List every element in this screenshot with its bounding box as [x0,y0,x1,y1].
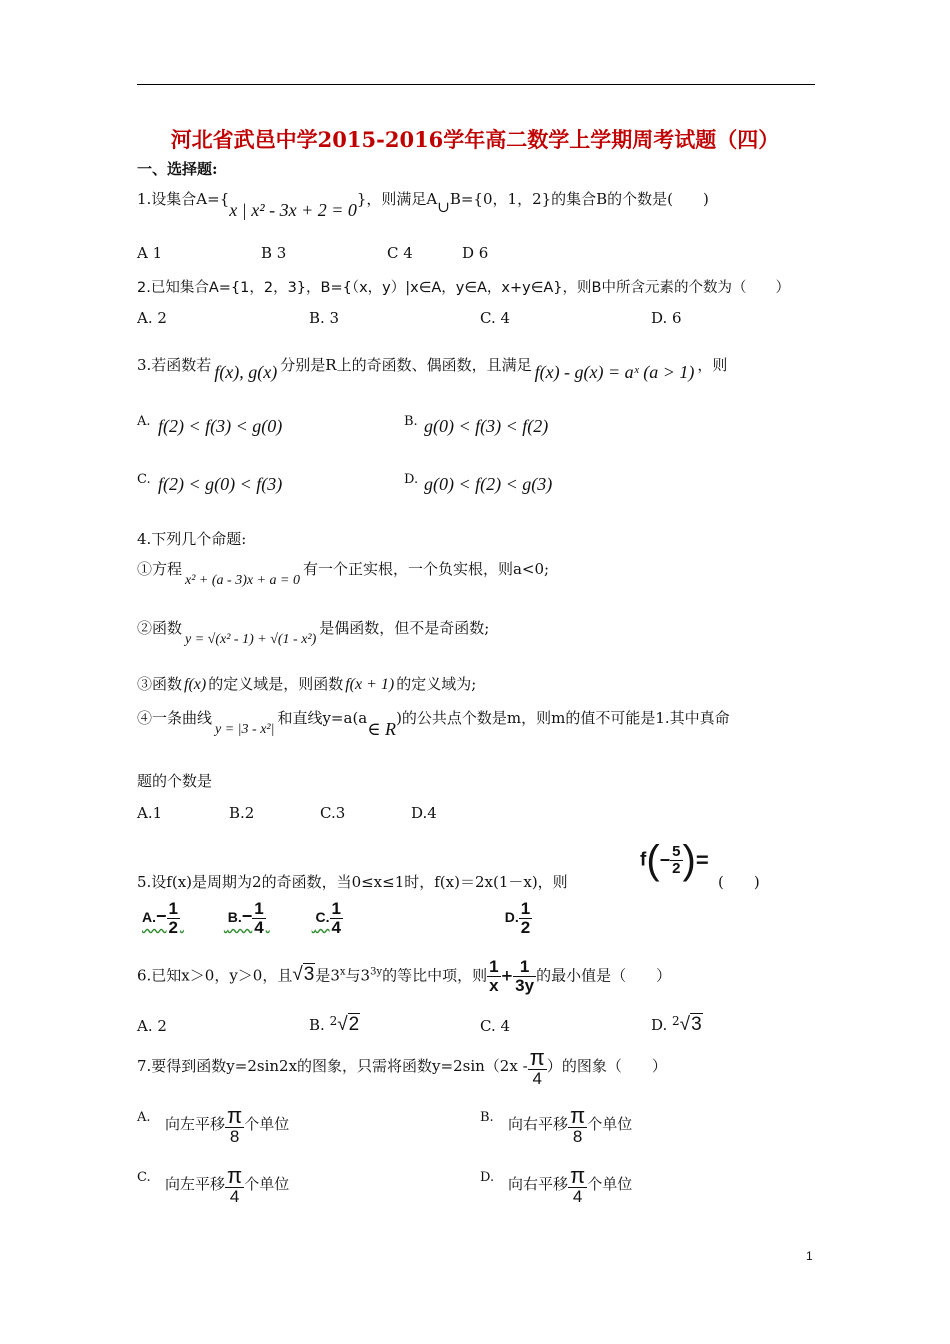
question-6: 6.已知x＞0，y＞0，且√3是3$^x$与$3^{3y}$的等比中项，则 $\frac{1}{x}$ + $\frac{1}{3y}$ 的最小值是（ ） [137,957,672,995]
q6-option-d: D. $^2$√3 [651,1014,702,1035]
q4-item-4-cont: 题的个数是 [137,772,213,790]
q7-option-a: 向左平移 $\frac{\pi}{8}$ 个单位 [165,1103,290,1147]
q3-label-b: B. [404,414,418,429]
sqrt-3: √3 [292,964,315,986]
q3-functions: f(x), g(x) [214,362,278,382]
q4-item-3: ③函数 f(x) 的定义域是，则函数 f(x + 1) 的定义域为; [137,675,477,693]
q3-option-b: g(0) < f(3) < f(2) [424,416,549,436]
q4-option-a: A.1 [137,804,163,822]
q4-option-b: B.2 [229,804,255,822]
q1-set-expression: x | x² - 3x + 2 = 0 [229,200,357,220]
q5-blank: ( ) [718,873,760,891]
page-number: 1 [806,1249,813,1263]
q5-option-b: B.− $\frac{1}{4}$ [227,899,264,937]
q6-option-a: A. 2 [137,1017,167,1035]
q7-label-d: D. [480,1170,495,1185]
q7-label-c: C. [137,1170,151,1185]
q3-option-a: f(2) < f(3) < g(0) [158,416,283,436]
q6-option-b: B. $^2$√2 [309,1014,360,1035]
question-2: 2.已知集合A={1，2，3}，B={（x，y）|x∈A，y∈A，x+y∈A}，则B中所含元素的个数为（ ） [137,280,790,296]
q1-option-c: C 4 [387,244,413,262]
q5-option-a: A.− $\frac{1}{2}$ [142,899,178,937]
q3-label-a: A. [137,414,151,429]
q2-option-b: B. 3 [309,309,340,327]
union-symbol: ∪ [437,198,450,216]
q2-option-a: A. 2 [137,309,167,327]
q3-label-c: C. [137,472,151,487]
q2-option-d: D. 6 [651,309,682,327]
q7-option-b: 向右平移 $\frac{\pi}{8}$ 个单位 [508,1103,633,1147]
q3-option-c: f(2) < g(0) < f(3) [158,474,283,494]
q6-option-c: C. 4 [480,1017,511,1035]
header-rule [137,84,815,85]
q5-option-d: D. $\frac{1}{2}$ [504,899,531,937]
q3-option-d: g(0) < f(2) < g(3) [424,474,553,494]
question-3: 3.若函数若 f(x), g(x) 分别是R上的奇函数、偶函数，且满足 f(x) - g(x) = aˣ (a > 1) ，则 [137,356,728,382]
q7-option-d: 向右平移 $\frac{\pi}{4}$ 个单位 [508,1163,633,1207]
q7-label-a: A. [137,1110,151,1125]
question-7: 7.要得到函数y=2sin2x的图象，只需将函数y=2sin（2x - $\frac{\pi}{4}$ ）的图象（ ） [137,1045,667,1089]
q5-expression: f(− $\frac{5}{2}$ )= [640,838,709,882]
q4-item-2: ②函数y = √(x² - 1) + √(1 - x²)是偶函数，但不是奇函数; [137,619,490,647]
q5-options-row [142,900,532,937]
q4-item-4: ④一条曲线y = |3 - x²|和直线y=a(a∈ R)的公共点个数是m，则m的值不可能是1.其中真命 [137,709,730,739]
question-1: 1.设集合A={x | x² - 3x + 2 = 0}，则满足A∪B={0，1，2}的集合B的个数是( ) [137,190,709,220]
q2-option-c: C. 4 [480,309,511,327]
q3-condition: f(x) - g(x) = aˣ (a > 1) [534,362,695,382]
q4-item-1: ①方程x² + (a - 3)x + a = 0有一个正实根，一个负实根，则a<0; [137,560,550,588]
q1-option-d: D 6 [462,244,489,262]
q7-label-b: B. [480,1110,494,1125]
question-5: 5.设f(x)是周期为2的奇函数，当0≤x≤1时，f(x)＝2x(1－x)，则 [137,873,568,891]
q4-option-c: C.3 [320,804,346,822]
page-title: 河北省武邑中学2015-2016学年高二数学上学期周考试题（四） [170,127,780,152]
q3-label-d: D. [404,472,419,487]
q4-option-d: D.4 [411,804,437,822]
q7-option-c: 向左平移 $\frac{\pi}{4}$ 个单位 [165,1163,290,1207]
section-heading: 一、选择题: [137,160,218,178]
q1-option-b: B 3 [261,244,287,262]
q1-option-a: A 1 [137,244,163,262]
q5-option-c: C. $\frac{1}{4}$ [315,899,341,937]
question-4: 4.下列几个命题: [137,530,247,548]
